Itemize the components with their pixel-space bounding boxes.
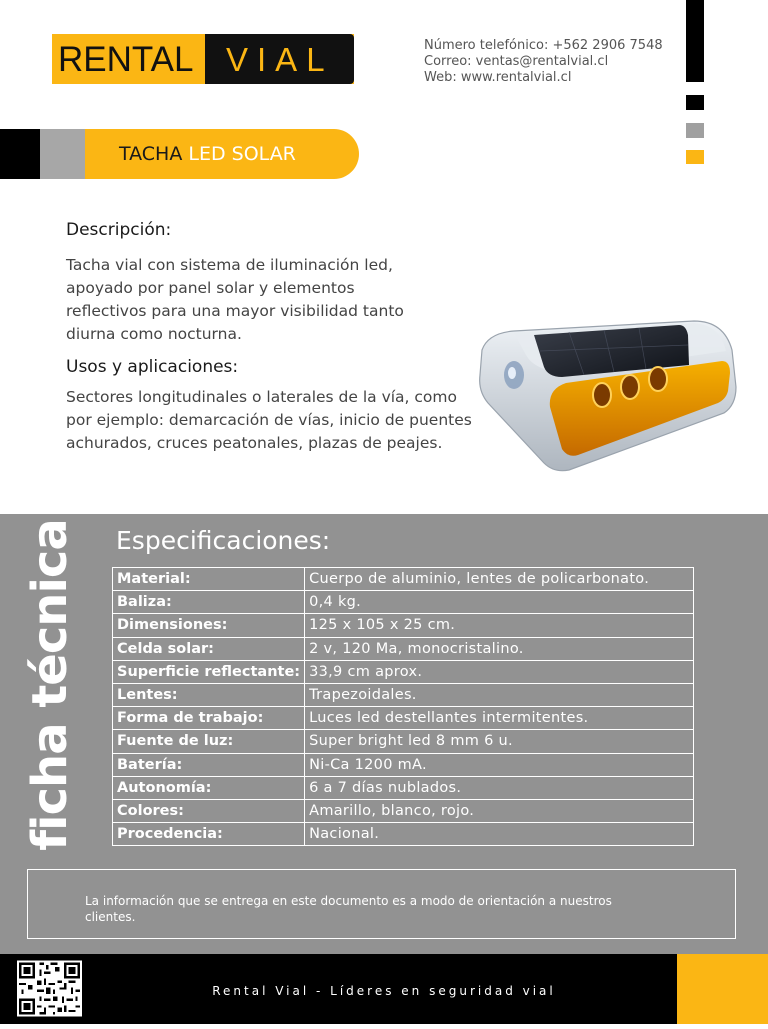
- spec-value: 2 v, 120 Ma, monocristalino.: [305, 637, 694, 660]
- spec-value: Super bright led 8 mm 6 u.: [305, 730, 694, 753]
- spec-value: 125 x 105 x 25 cm.: [305, 614, 694, 637]
- spec-key: Autonomía:: [113, 776, 305, 799]
- table-row: [113, 753, 694, 776]
- spec-key: Superficie reflectante:: [113, 660, 305, 683]
- contact-info: [424, 38, 663, 86]
- spec-value: Amarillo, blanco, rojo.: [305, 799, 694, 822]
- table-row: [113, 660, 694, 683]
- spec-value: Ni-Ca 1200 mA.: [305, 753, 694, 776]
- decor-gray-square: [686, 123, 704, 138]
- decor-black-bar: [686, 0, 704, 82]
- spec-value: Cuerpo de aluminio, lentes de policarbonato.: [305, 568, 694, 591]
- disclaimer-text: La información que se entrega en este documento es a modo de orientación a nuestros clientes.: [85, 894, 612, 924]
- spec-value: Trapezoidales.: [305, 683, 694, 706]
- table-row: [113, 823, 694, 846]
- title-band-gray: [40, 129, 85, 179]
- spec-key: Batería:: [113, 753, 305, 776]
- contact-web[interactable]: Web: www.rentalvial.cl: [424, 70, 572, 85]
- logo-text-vial: VIAL: [226, 41, 334, 78]
- table-row: [113, 568, 694, 591]
- spec-value: 0,4 kg.: [305, 591, 694, 614]
- qr-code-icon[interactable]: [17, 960, 82, 1017]
- footer-tagline: Rental Vial - Líderes en seguridad vial: [212, 984, 556, 998]
- title-band-black: [0, 129, 40, 179]
- contact-email[interactable]: Correo: ventas@rentalvial.cl: [424, 54, 609, 69]
- table-row: [113, 683, 694, 706]
- spec-key: Baliza:: [113, 591, 305, 614]
- solar-led-road-stud-image: [474, 295, 739, 475]
- spec-value: 6 a 7 días nublados.: [305, 776, 694, 799]
- table-row: [113, 614, 694, 637]
- uses-heading: Usos y aplicaciones:: [66, 357, 239, 377]
- spec-heading: Especificaciones:: [116, 526, 331, 555]
- spec-value: Nacional.: [305, 823, 694, 846]
- spec-table: [112, 567, 694, 846]
- contact-phone: Número telefónico: +562 2906 7548: [424, 38, 663, 53]
- product-title-part2: LED SOLAR: [188, 143, 296, 165]
- spec-key: Procedencia:: [113, 823, 305, 846]
- vertical-label: [22, 519, 78, 851]
- spec-value: 33,9 cm aprox.: [305, 660, 694, 683]
- decor-black-square: [686, 95, 704, 110]
- spec-key: Forma de trabajo:: [113, 707, 305, 730]
- description-text: Tacha vial con sistema de iluminación led, apoyado por panel solar y elementos reflectivos para una mayor visibilidad tanto diurna como nocturna.: [66, 256, 404, 343]
- table-row: [113, 730, 694, 753]
- decor-yellow-square: [686, 150, 704, 164]
- spec-key: Celda solar:: [113, 637, 305, 660]
- spec-key: Fuente de luz:: [113, 730, 305, 753]
- product-title: [119, 129, 296, 179]
- spec-key: Material:: [113, 568, 305, 591]
- vertical-label-text: ficha técnica: [22, 519, 78, 851]
- spec-key: Dimensiones:: [113, 614, 305, 637]
- table-row: [113, 707, 694, 730]
- product-title-part1: TACHA: [119, 143, 189, 165]
- table-row: [113, 591, 694, 614]
- uses-text: Sectores longitudinales o laterales de la vía, como por ejemplo: demarcación de vías, inicio de puentes achurados, cruces peatonales, plazas de peajes.: [66, 388, 472, 452]
- spec-key: Colores:: [113, 799, 305, 822]
- table-row: [113, 776, 694, 799]
- spec-value: Luces led destellantes intermitentes.: [305, 707, 694, 730]
- spec-key: Lentes:: [113, 683, 305, 706]
- description-heading: Descripción:: [66, 220, 172, 240]
- table-row: [113, 799, 694, 822]
- table-row: [113, 637, 694, 660]
- logo-text-rental: RENTAL: [58, 40, 194, 79]
